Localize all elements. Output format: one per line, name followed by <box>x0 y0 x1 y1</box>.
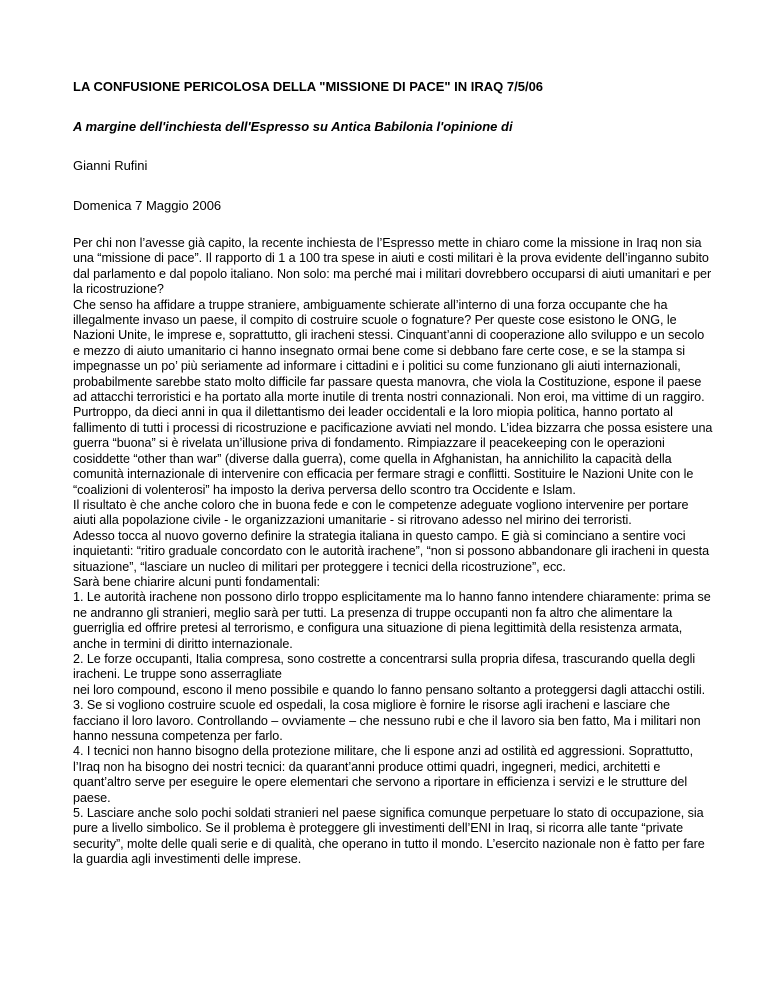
article-body <box>73 236 713 868</box>
publication-date: Domenica 7 Maggio 2006 <box>73 198 222 213</box>
paragraph: Per chi non l’avesse già capito, la recente inchiesta de l’Espresso mette in chiaro come la missione in Iraq non sia una “missione di pace”. Il rapporto di 1 a 100 tra spese in aiuti e costi militari è la prova evidente dell’inganno subito dal parlamento e dal popolo italiano. Non solo: ma perché mai i militari dovrebbero occuparsi di aiuti umanitari e per la ricostruzione? <box>73 236 712 297</box>
list-item: 4. I tecnici non hanno bisogno della protezione militare, che li espone anzi ad ostilità ed aggressioni. Soprattutto, l’Iraq non ha bisogno dei nostri tecnici: da quarant’anni produce ottimi quadri, ingegneri, medici, architetti e quant’altro serve per eseguire le opere elementari che servono a riportare in efficienza i servizi e le strutture del paese. <box>73 744 694 805</box>
paragraph: Che senso ha affidare a truppe straniere, ambiguamente schierate all’interno di una forza occupante che ha illegalmente invaso un paese, il compito di costruire scuole o fognature? Per queste cose esistono le ONG, le Nazioni Unite, le imprese e, soprattutto, gli iracheni stessi. Cinquant’anni di cooperazione allo sviluppo e un secolo e mezzo di aiuto umanitario ci hanno insegnato ormai bene come si debbano fare certe cose, e se la stampa si impegnasse un po’ più seriamente ad informare i cittadini e i politici su come funzionano gli aiuti internazionali, probabilmente sarebbe stato molto difficile far passare questa manovra, che viola la Costituzione, espone il paese ad attacchi terroristici e ha portato alla morte inutile di trenta nostri connazionali. Non eroi, ma vittime di un raggiro. <box>73 297 705 405</box>
list-item: 5. Lasciare anche solo pochi soldati stranieri nel paese significa comunque perpetuare lo stato di occupazione, sia pure a livello simbolico. Se il problema è proteggere gli investimenti dell’ENI in Iraq, si ricorra alle tante “private security”, molte delle quali serie e di qualità, che operano in tutto il mondo. L’esercito nazionale non è fatto per fare la guardia agli investimenti delle imprese. <box>73 806 705 867</box>
document-page <box>73 79 713 868</box>
list-item: 3. Se si vogliono costruire scuole ed ospedali, la cosa migliore è fornire le risorse agli iracheni e lasciare che facciano il loro lavoro. Controllando – ovviamente – che nessuno rubi e che il lavoro sia ben fatto, Ma i militari non hanno nessuna competenza per farlo. <box>73 698 701 743</box>
paragraph: Sarà bene chiarire alcuni punti fondamentali: <box>73 574 320 589</box>
paragraph: Adesso tocca al nuovo governo definire la strategia italiana in questo campo. E già si cominciano a sentire voci inquietanti: “ritiro graduale concordato con le autorità irachene”, “non si possono abbandonare gli iracheni in questa situazione”, “lasciare un nucleo di militari per proteggere i tecnici della ricostruzione”, ecc. <box>73 528 710 574</box>
list-item: 2. Le forze occupanti, Italia compresa, sono costrette a concentrarsi sulla propria difesa, trascurando quella degli iracheni. Le truppe sono asserragliate <box>73 651 696 682</box>
document-title: LA CONFUSIONE PERICOLOSA DELLA "MISSIONE DI PACE" IN IRAQ 7/5/06 <box>73 79 544 94</box>
paragraph: nei loro compound, escono il meno possibile e quando lo fanno pensano soltanto a proteggersi dagli attacchi ostili. <box>73 682 706 697</box>
list-item: 1. Le autorità irachene non possono dirlo troppo esplicitamente ma lo hanno fanno intendere chiaramente: prima se ne andranno gli stranieri, meglio sarà per tutti. La presenza di truppe occupanti non fa altro che alimentare la guerriglia ed offrire pretesi al terrorismo, e configura una situazione di piena legittimità della resistenza armata, anche in termini di diritto internazionale. <box>73 590 711 651</box>
document-subtitle: A margine dell'inchiesta dell'Espresso su Antica Babilonia l'opinione di <box>73 119 513 134</box>
paragraph: Il risultato è che anche coloro che in buona fede e con le competenze adeguate vogliono intervenire per portare aiuti alla popolazione civile - le organizzazioni umanitarie - si ritrovano adesso nel mirino dei terroristi. <box>73 497 689 528</box>
author-name: Gianni Rufini <box>73 158 148 173</box>
paragraph: Purtroppo, da dieci anni in qua il dilettantismo dei leader occidentali e la loro miopia politica, hanno portato al fallimento di tutti i processi di ricostruzione e pacificazione avviati nel mondo. L’idea bizzarra che possa esistere una guerra “buona” si è rivelata un’illusione priva di fondamento. Rimpiazzare il peacekeeping con le operazioni cosiddette “other than war” (diverse dalla guerra), come quella in Afghanistan, ha annichilito la capacità della comunità internazionale di intervenire con efficacia per fermare stragi e conflitti. Sostituire le Nazioni Unite con le “coalizioni di volenterosi” ha imposto la deriva perversa dello scontro tra Occidente e Islam. <box>73 405 713 497</box>
